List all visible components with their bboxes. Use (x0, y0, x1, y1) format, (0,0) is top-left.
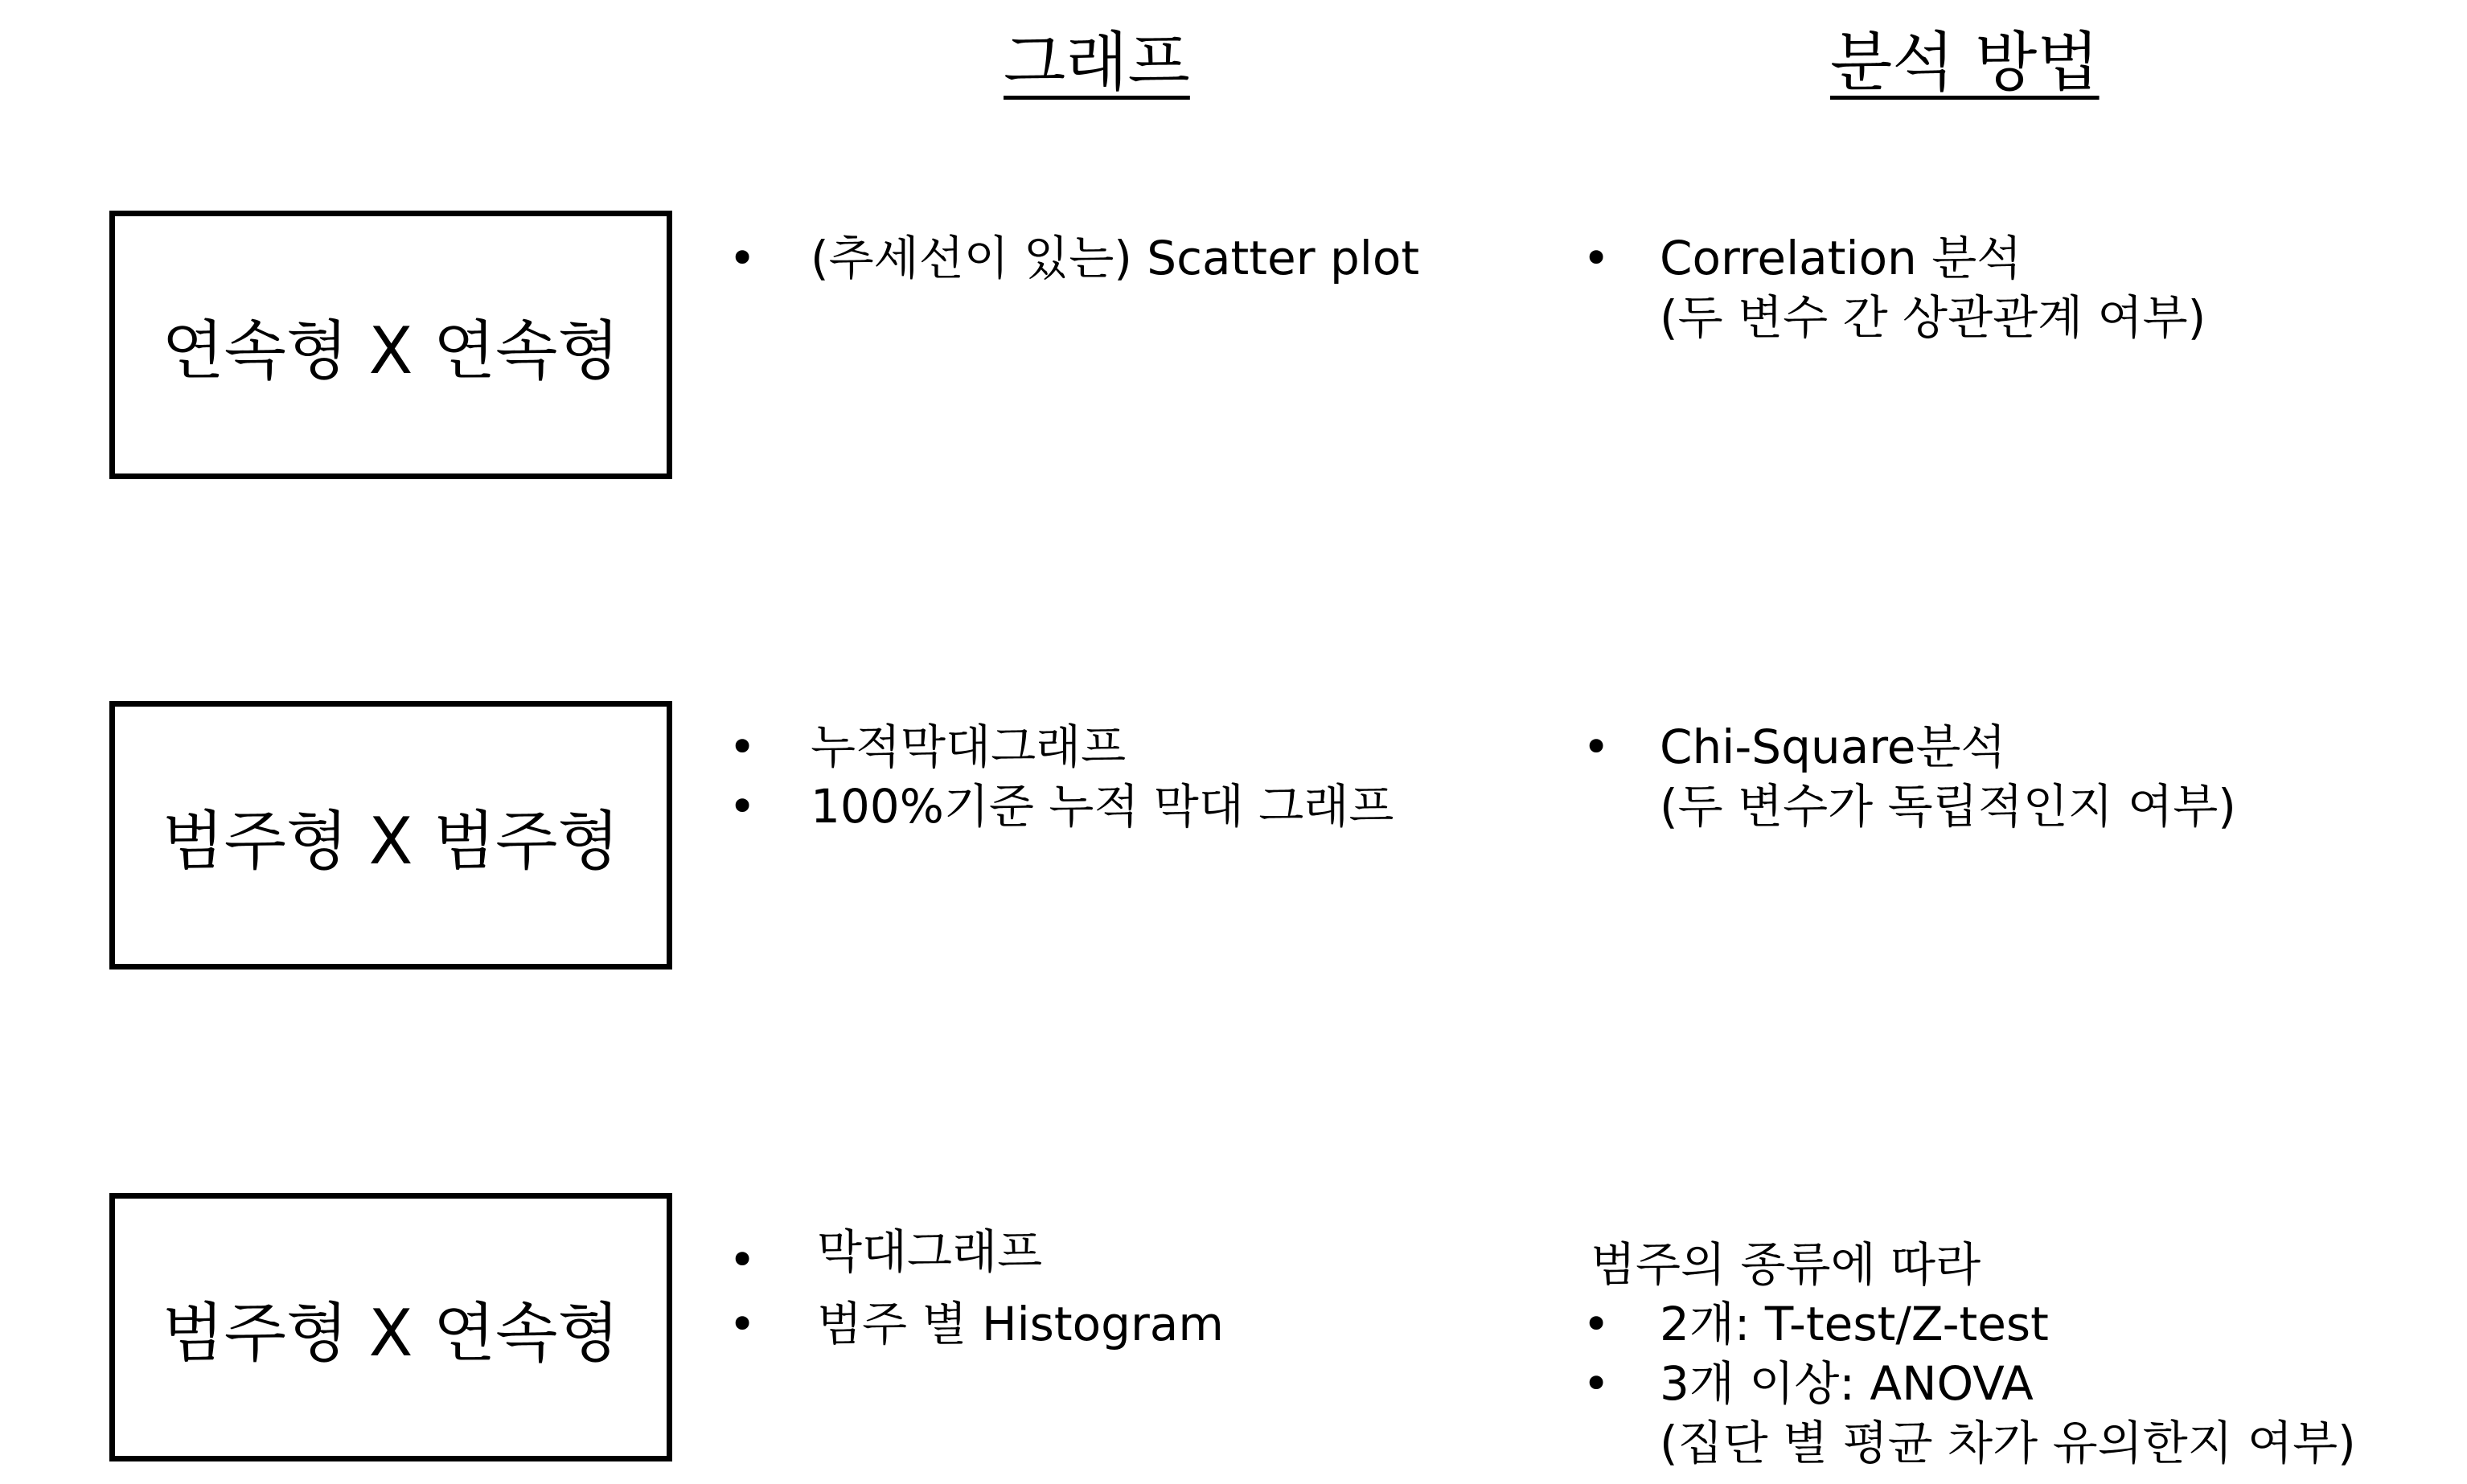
row-2-graph-item-2: 100%기준 누적 막대 그래프 (811, 779, 1394, 834)
row-3-graph-item-2: 범주 별 Histogram (817, 1297, 1224, 1351)
row-3-method-intro: 범주의 종류에 따라 (1591, 1237, 1981, 1292)
bullet-icon: • (1582, 1356, 1611, 1411)
row-2-graph-item-1: 누적막대그래프 (811, 719, 1127, 774)
row-3-type-label: 범주형 X 연속형 (162, 1295, 620, 1371)
row-3-method-item-1: 2개: T-test/Z-test (1660, 1297, 2049, 1351)
row-3-graph-item-1: 막대그래프 (817, 1224, 1043, 1279)
row-3-method-note: (집단 별 평균 차가 유의한지 여부) (1660, 1416, 2356, 1470)
row-1-graph-item-1: (추세선이 있는) Scatter plot (811, 231, 1420, 285)
bullet-icon: • (1582, 719, 1611, 774)
bullet-icon: • (1582, 231, 1611, 285)
row-1-type-label: 연속형 X 연속형 (162, 313, 620, 388)
bullet-icon: • (729, 779, 757, 834)
bullet-icon: • (1582, 1297, 1611, 1351)
method-column-header: 분석 방법 (1830, 25, 2100, 100)
bullet-icon: • (729, 719, 757, 774)
bullet-icon: • (729, 1232, 757, 1287)
row-1-method-note: (두 변수 간 상관관계 여부) (1660, 290, 2206, 345)
row-1-type-box (109, 211, 672, 479)
bullet-icon: • (729, 231, 757, 285)
row-2-type-label: 범주형 X 범주형 (162, 803, 620, 879)
bullet-icon: • (729, 1297, 757, 1351)
graph-column-header: 그래프 (1004, 25, 1190, 100)
row-2-method-note: (두 변수가 독립적인지 여부) (1660, 779, 2236, 834)
row-3-method-item-2: 3개 이상: ANOVA (1660, 1356, 2034, 1411)
row-2-type-box (109, 701, 672, 970)
row-2-method-item: Chi-Square분석 (1660, 719, 2006, 774)
row-1-method-item: Correlation 분석 (1660, 231, 2022, 285)
row-3-type-box (109, 1193, 672, 1461)
